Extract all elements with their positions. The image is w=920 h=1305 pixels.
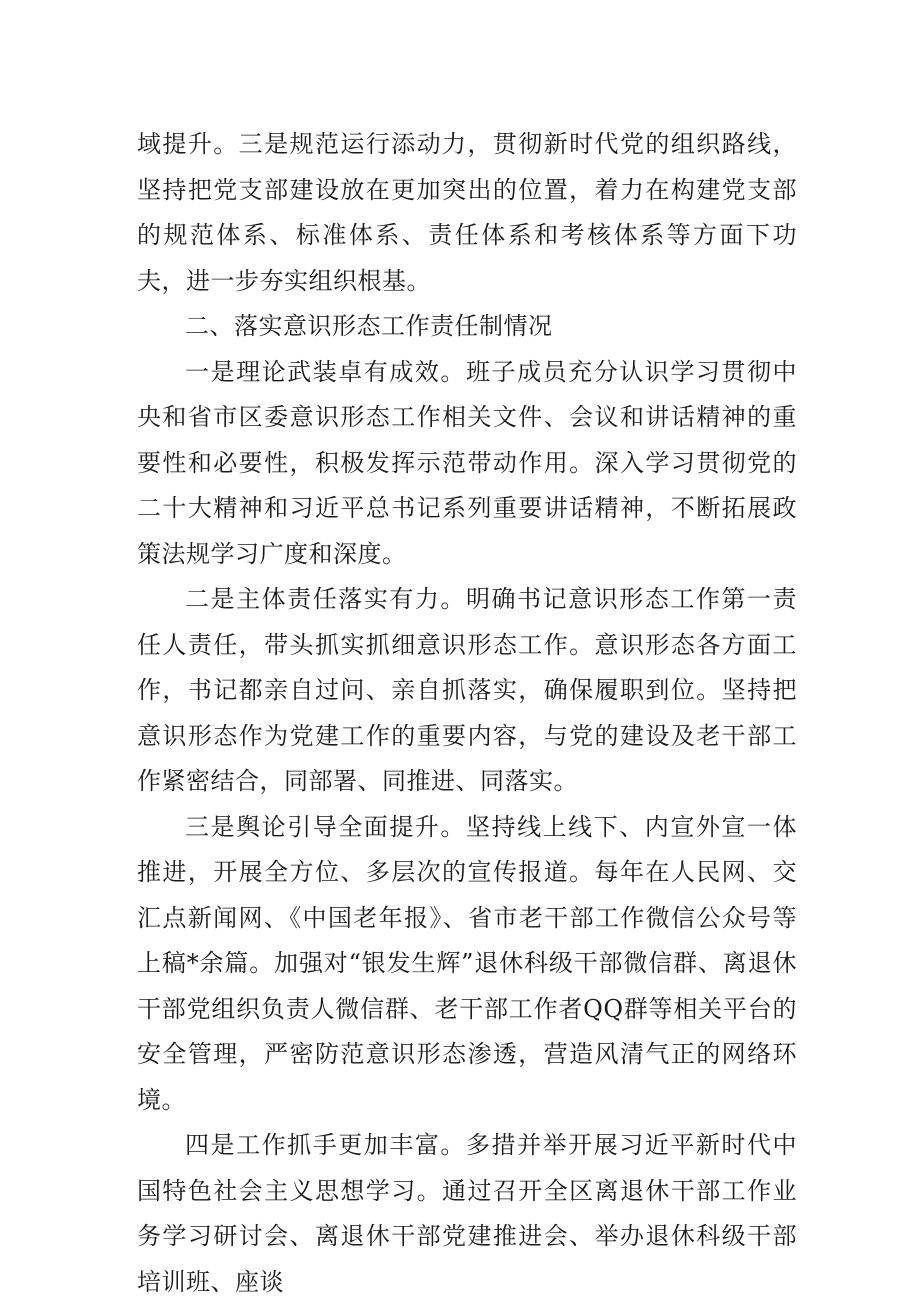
- paragraph-continued: 域提升。三是规范运行添动力，贯彻新时代党的组织路线，坚持把党支部建设放在更加突出的位置，着力在构建党支部的规范体系、标准体系、责任体系和考核体系等方面下功夫，进一步夯实组织根基。: [137, 130, 797, 295]
- paragraph-theory: 一是理论武装卓有成效。班子成员充分认识学习贯彻中央和省市区委意识形态工作相关文件、会议和讲话精神的重要性和必要性，积极发挥示范带动作用。深入学习贯彻党的二十大精神和习近平总书记系列重要讲话精神，不断拓展政策法规学习广度和深度。: [137, 357, 797, 568]
- body-text: [137, 122, 797, 1305]
- paragraph-responsibility: 二是主体责任落实有力。明确书记意识形态工作第一责任人责任，带头抓实抓细意识形态工作。意识形态各方面工作，书记都亲自过问、亲自抓落实，确保履职到位。坚持把意识形态作为党建工作的重要内容，与党的建设及老干部工作紧密结合，同部署、同推进、同落实。: [137, 585, 797, 795]
- paragraph-work-measures: 四是工作抓手更加丰富。多措并举开展习近平新时代中国特色社会主义思想学习。通过召开全区离退休干部工作业务学习研讨会、离退休干部党建推进会、举办退休科级干部培训班、座谈: [137, 1131, 797, 1296]
- paragraph-public-opinion: 三是舆论引导全面提升。坚持线上线下、内宣外宣一体推进，开展全方位、多层次的宣传报道。每年在人民网、交汇点新闻网、《中国老年报》、省市老干部工作微信公众号等上稿*余篇。加强对“银发生辉”退休科级干部微信群、离退休干部党组织负责人微信群、老干部工作者QQ群等相关平台的安全管理，严密防范意识形态渗透，营造风清气正的网络环境。: [137, 812, 797, 1114]
- section-heading: 二、落实意识形态工作责任制情况: [185, 312, 553, 340]
